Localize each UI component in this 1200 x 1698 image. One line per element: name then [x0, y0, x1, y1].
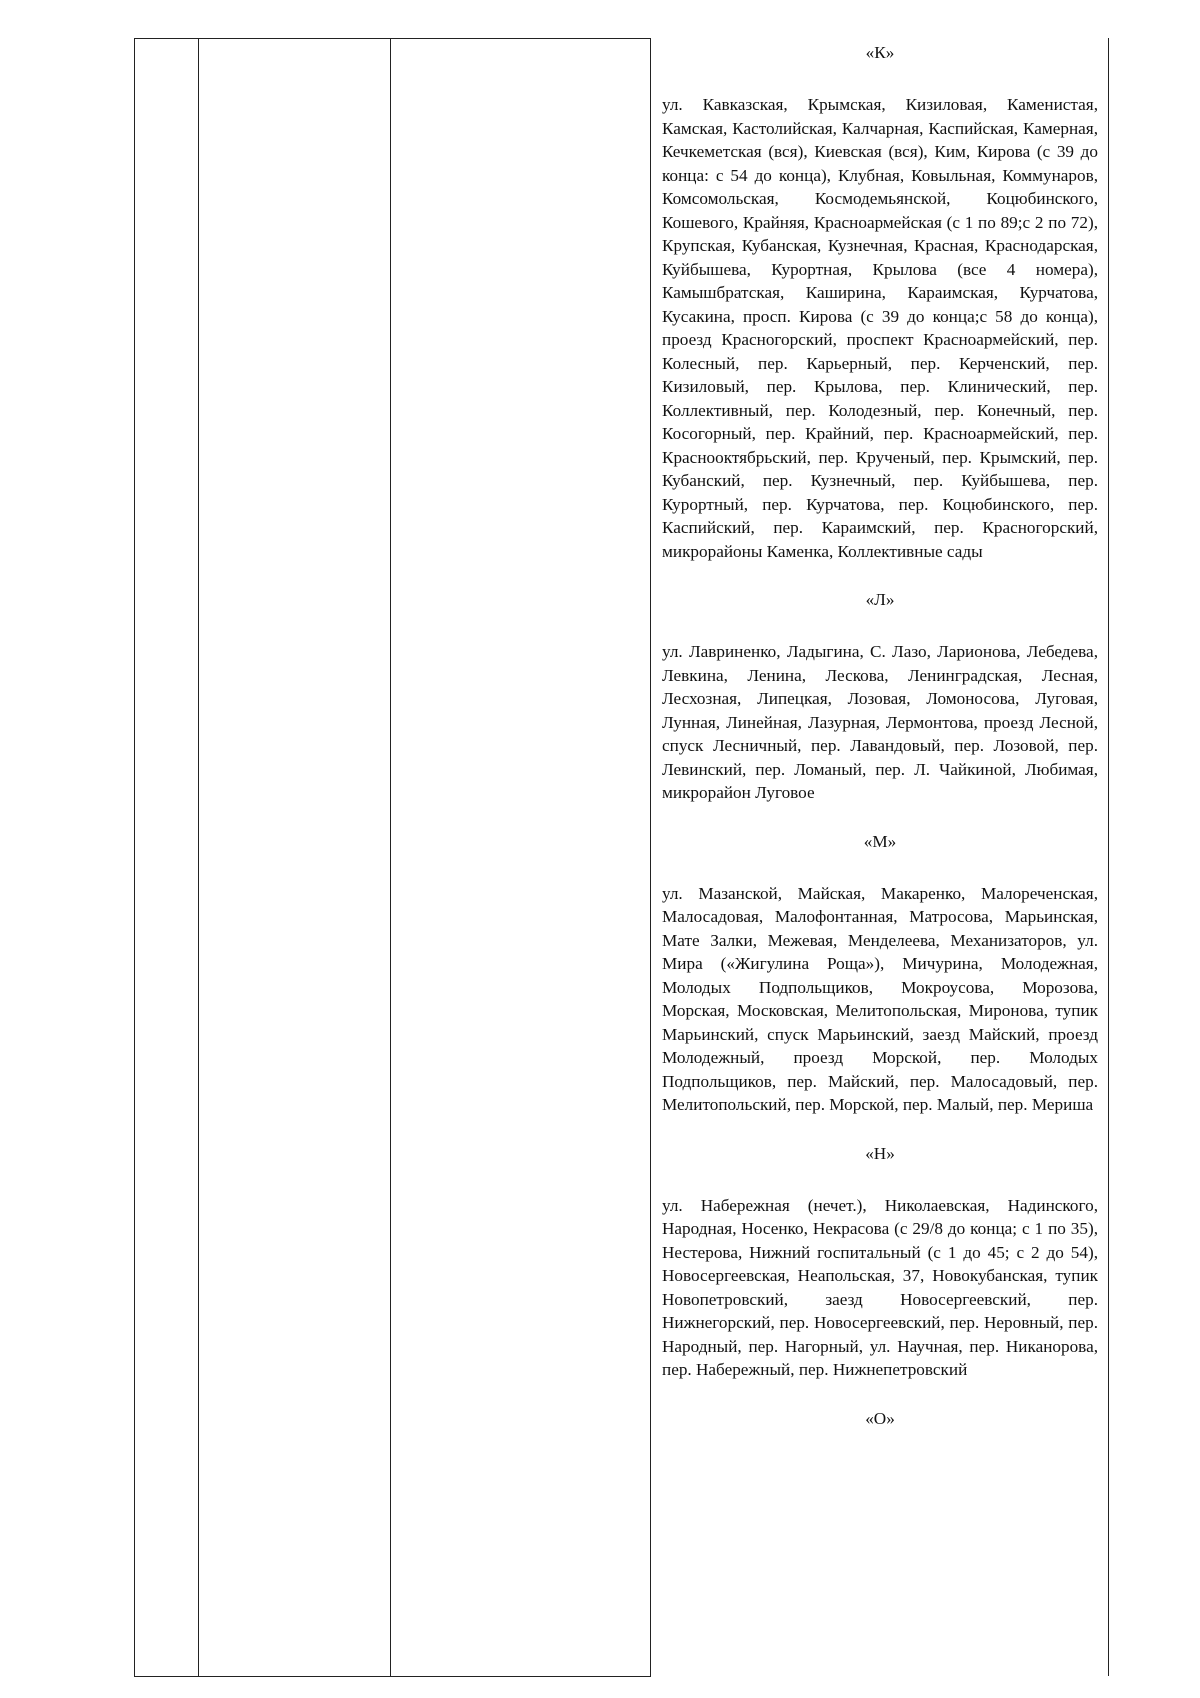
section-letter-l: «Л»: [865, 590, 895, 609]
column-divider-3: [650, 38, 651, 1676]
column-divider-1: [198, 38, 199, 1676]
table-border-left: [134, 38, 135, 1676]
column-divider-2: [390, 38, 391, 1676]
table-border-top: [134, 38, 651, 39]
section-text-n: ул. Набережная (нечет.), Николаевская, Надинского, Народная, Носенко, Некрасова (с 29/8 до конца; с 1 по 35), Нестерова, Нижний госпитальный (с 1 до 45; с 2 до 54), Новосергеевская, Неапольская, 37, Новокубанская, тупик Новопетровский, заезд Новосергеевский, пер. Нижнегорский, пер. Новосергеевский, пер. Неровный, пер. Народный, пер. Нагорный, ул. Научная, пер. Никанорова, пер. Набережный, пер. Нижнепетровский: [662, 1195, 1098, 1379]
table-border-bottom: [134, 1676, 651, 1677]
table-border-right: [1108, 38, 1109, 1676]
section-text-k: ул. Кавказская, Крымская, Кизиловая, Каменистая, Камская, Кастолийская, Калчарная, Каспийская, Камерная, Кечкеметская (вся), Киевская (вся), Ким, Кирова (с 39 до конца: с 54 до конца), Клубная, Ковыльная, Коммунаров, Комсомольская, Космодемьянской, Коцюбинского, Кошевого, Крайняя, Красноармейская (с 1 по 89;с 2 по 72), Крупская, Кубанская, Кузнечная, Красная, Краснодарская, Куйбышева, Курортная, Крылова (все 4 номера), Камышбратская, Каширина, Караимская, Курчатова, Кусакина, просп. Кирова (с 39 до конца;с 58 до конца), проезд Красногорский, проспект Красноармейский, пер. Колесный, пер. Карьерный, пер. Керченский, пер. Кизиловый, пер. Крылова, пер. Клинический, пер. Коллективный, пер. Колодезный, пер. Конечный, пер. Косогорный, пер. Крайний, пер. Красноармейский, пер. Краснооктябрьский, пер. Крученый, пер. Крымский, пер. Кубанский, пер. Кузнечный, пер. Куйбышева, пер. Курортный, пер. Курчатова, пер. Коцюбинского, пер. Каспийский, пер. Караимский, пер. Красногорский, микрорайоны Каменка, Коллективные сады: [662, 95, 1098, 561]
street-list-cell: [662, 38, 1098, 1431]
section-text-m: ул. Мазанской, Майская, Макаренко, Малореченская, Малосадовая, Малофонтанная, Матросова, Марьинская, Мате Залки, Межевая, Менделеева, Механизаторов, ул. Мира («Жигулина Роща»), Мичурина, Молодежная, Молодых Подпольщиков, Мокроусова, Морозова, Морская, Московская, Мелитопольская, Миронова, тупик Марьинский, спуск Марьинский, заезд Майский, проезд Молодежный, проезд Морской, пер. Молодых Подпольщиков, пер. Майский, пер. Малосадовый, пер. Мелитопольский, пер. Морской, пер. Малый, пер. Мериша: [662, 883, 1098, 1114]
section-letter-o: «О»: [865, 1408, 895, 1428]
section-text-l: ул. Лавриненко, Ладыгина, С. Лазо, Ларионова, Лебедева, Левкина, Ленина, Лескова, Ленинградская, Лесная, Лесхозная, Липецкая, Лозовая, Ломоносова, Луговая, Лунная, Линейная, Лазурная, Лермонтова, проезд Лесной, спуск Лесничный, пер. Лавандовый, пер. Лозовой, пер. Левинский, пер. Ломаный, пер. Л. Чайкиной, Любимая, микрорайон Луговое: [662, 642, 1098, 802]
section-letter-n: «Н»: [865, 1143, 895, 1163]
section-letter-k: «К»: [865, 43, 895, 62]
section-letter-m: «М»: [863, 831, 897, 851]
